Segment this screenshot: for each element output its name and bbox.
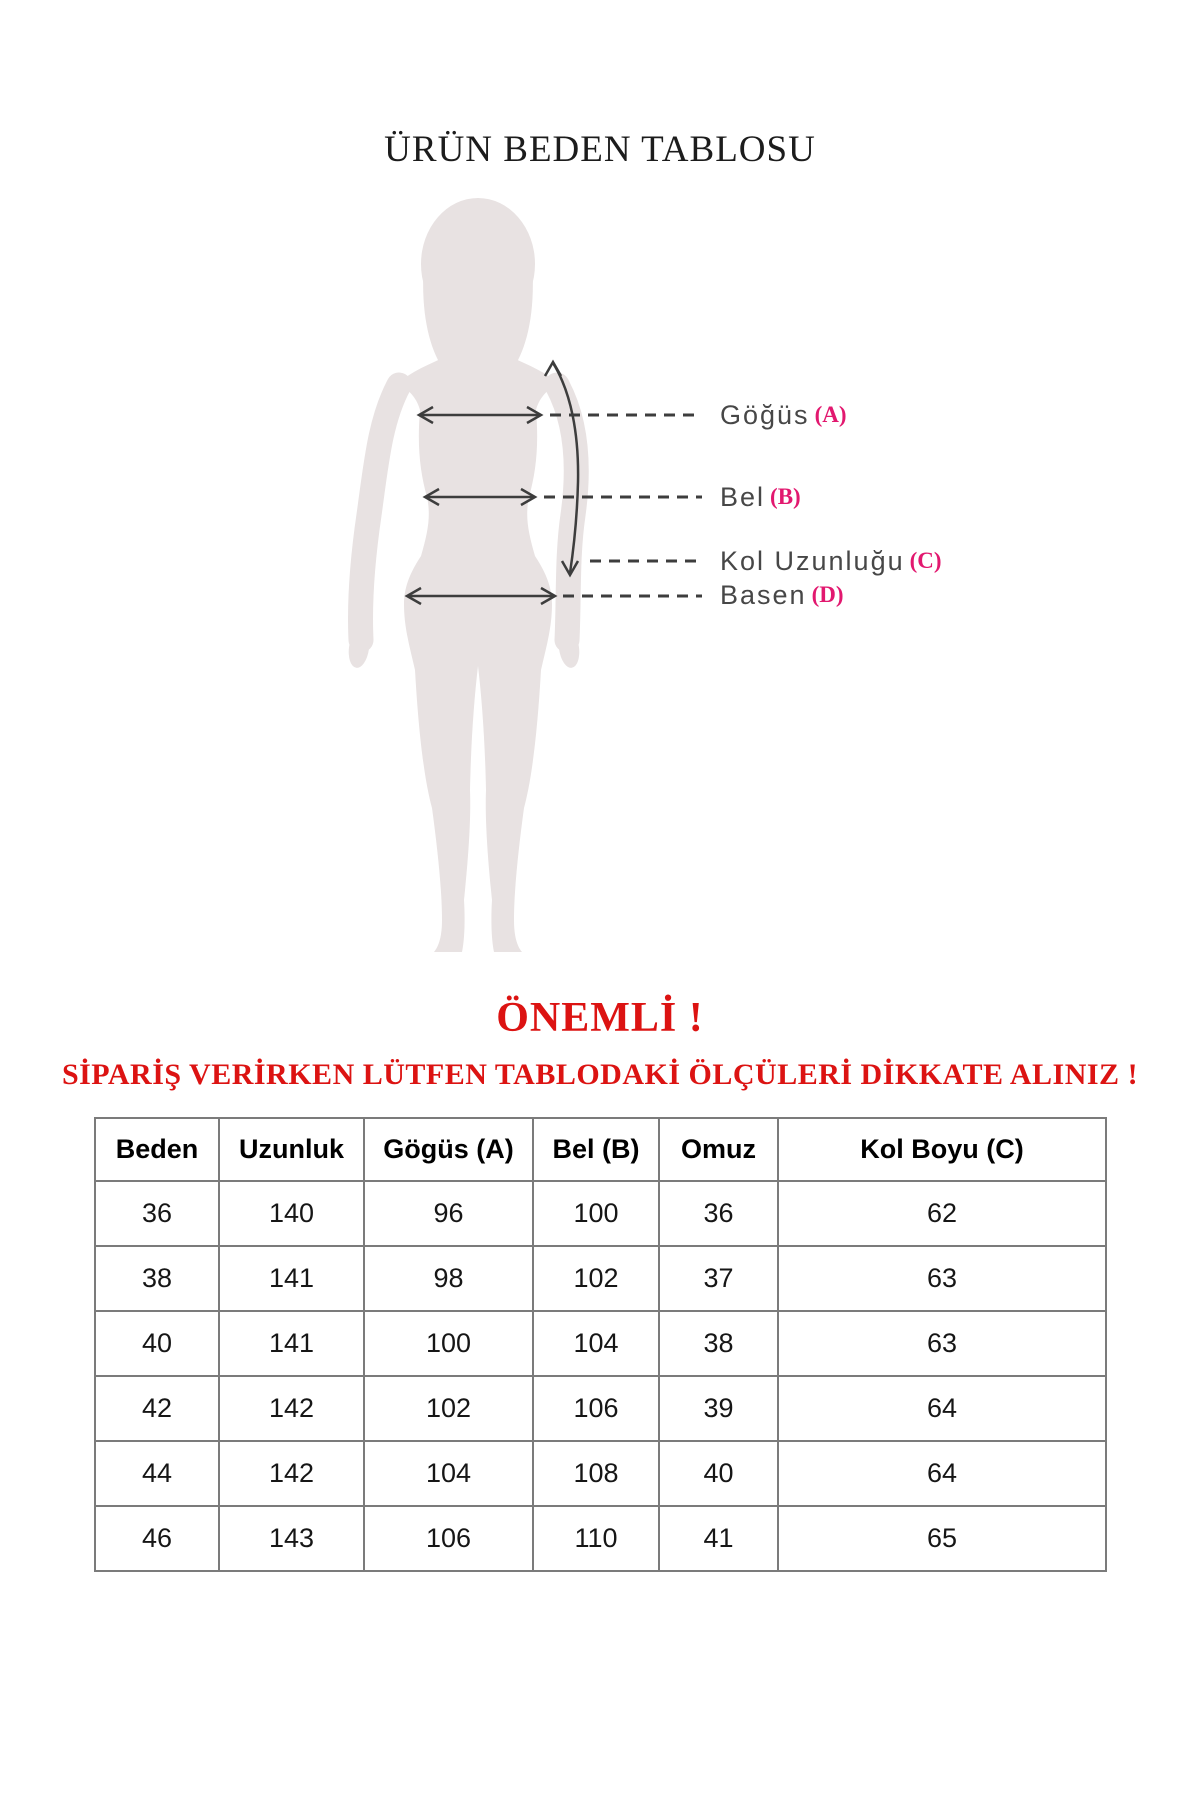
size-cell: 64 [778,1441,1106,1506]
table-row [95,1181,1106,1246]
size-cell: 110 [533,1506,659,1571]
column-header-kol-boyu: Kol Boyu (C) [778,1118,1106,1181]
column-header-omuz: Omuz [659,1118,778,1181]
size-cell: 38 [659,1311,778,1376]
measurement-label-hip [720,579,844,611]
size-cell: 38 [95,1246,219,1311]
column-header-bel: Bel (B) [533,1118,659,1181]
table-row [95,1246,1106,1311]
size-cell: 141 [219,1246,364,1311]
table-row [95,1506,1106,1571]
measurement-label-arm-length [720,545,942,577]
warning-subtitle: SİPARİŞ VERİRKEN LÜTFEN TABLODAKİ ÖLÇÜLERİ DİKKATE ALINIZ ! [61,1058,1139,1091]
measurement-label-waist [720,481,801,513]
size-cell: 141 [219,1311,364,1376]
size-cell: 39 [659,1376,778,1441]
arm-length-label-letter: (C) [909,548,942,573]
size-cell: 63 [778,1246,1106,1311]
page-title: ÜRÜN BEDEN TABLOSU [384,129,816,170]
size-cell: 40 [659,1441,778,1506]
chest-label-text: Göğüs [720,399,810,430]
size-cell: 143 [219,1506,364,1571]
column-header-uzunluk: Uzunluk [219,1118,364,1181]
size-cell: 36 [95,1181,219,1246]
size-cell: 104 [533,1311,659,1376]
size-cell: 140 [219,1181,364,1246]
size-table [94,1117,1107,1572]
warning-title: ÖNEMLİ ! [496,995,704,1041]
chest-label-letter: (A) [814,402,847,427]
female-silhouette [346,198,581,952]
size-cell: 106 [533,1376,659,1441]
size-cell: 102 [364,1376,533,1441]
size-cell: 40 [95,1311,219,1376]
table-row [95,1311,1106,1376]
size-cell: 102 [533,1246,659,1311]
column-header-gogus: Gögüs (A) [364,1118,533,1181]
size-cell: 98 [364,1246,533,1311]
size-cell: 104 [364,1441,533,1506]
size-cell: 100 [364,1311,533,1376]
size-cell: 108 [533,1441,659,1506]
table-row [95,1376,1106,1441]
size-cell: 100 [533,1181,659,1246]
size-cell: 44 [95,1441,219,1506]
size-cell: 42 [95,1376,219,1441]
size-cell: 36 [659,1181,778,1246]
size-cell: 63 [778,1311,1106,1376]
size-cell: 41 [659,1506,778,1571]
size-cell: 46 [95,1506,219,1571]
size-table-header-row [95,1118,1106,1181]
size-cell: 65 [778,1506,1106,1571]
hip-label-text: Basen [720,579,807,610]
size-cell: 64 [778,1376,1106,1441]
measurement-label-chest [720,399,847,431]
waist-label-text: Bel [720,481,766,512]
size-cell: 37 [659,1246,778,1311]
waist-label-letter: (B) [770,484,801,509]
table-row [95,1441,1106,1506]
column-header-beden: Beden [95,1118,219,1181]
size-cell: 96 [364,1181,533,1246]
size-cell: 142 [219,1376,364,1441]
arm-length-label-text: Kol Uzunluğu [720,545,905,576]
size-cell: 106 [364,1506,533,1571]
hip-label-letter: (D) [811,582,844,607]
size-cell: 62 [778,1181,1106,1246]
size-cell: 142 [219,1441,364,1506]
